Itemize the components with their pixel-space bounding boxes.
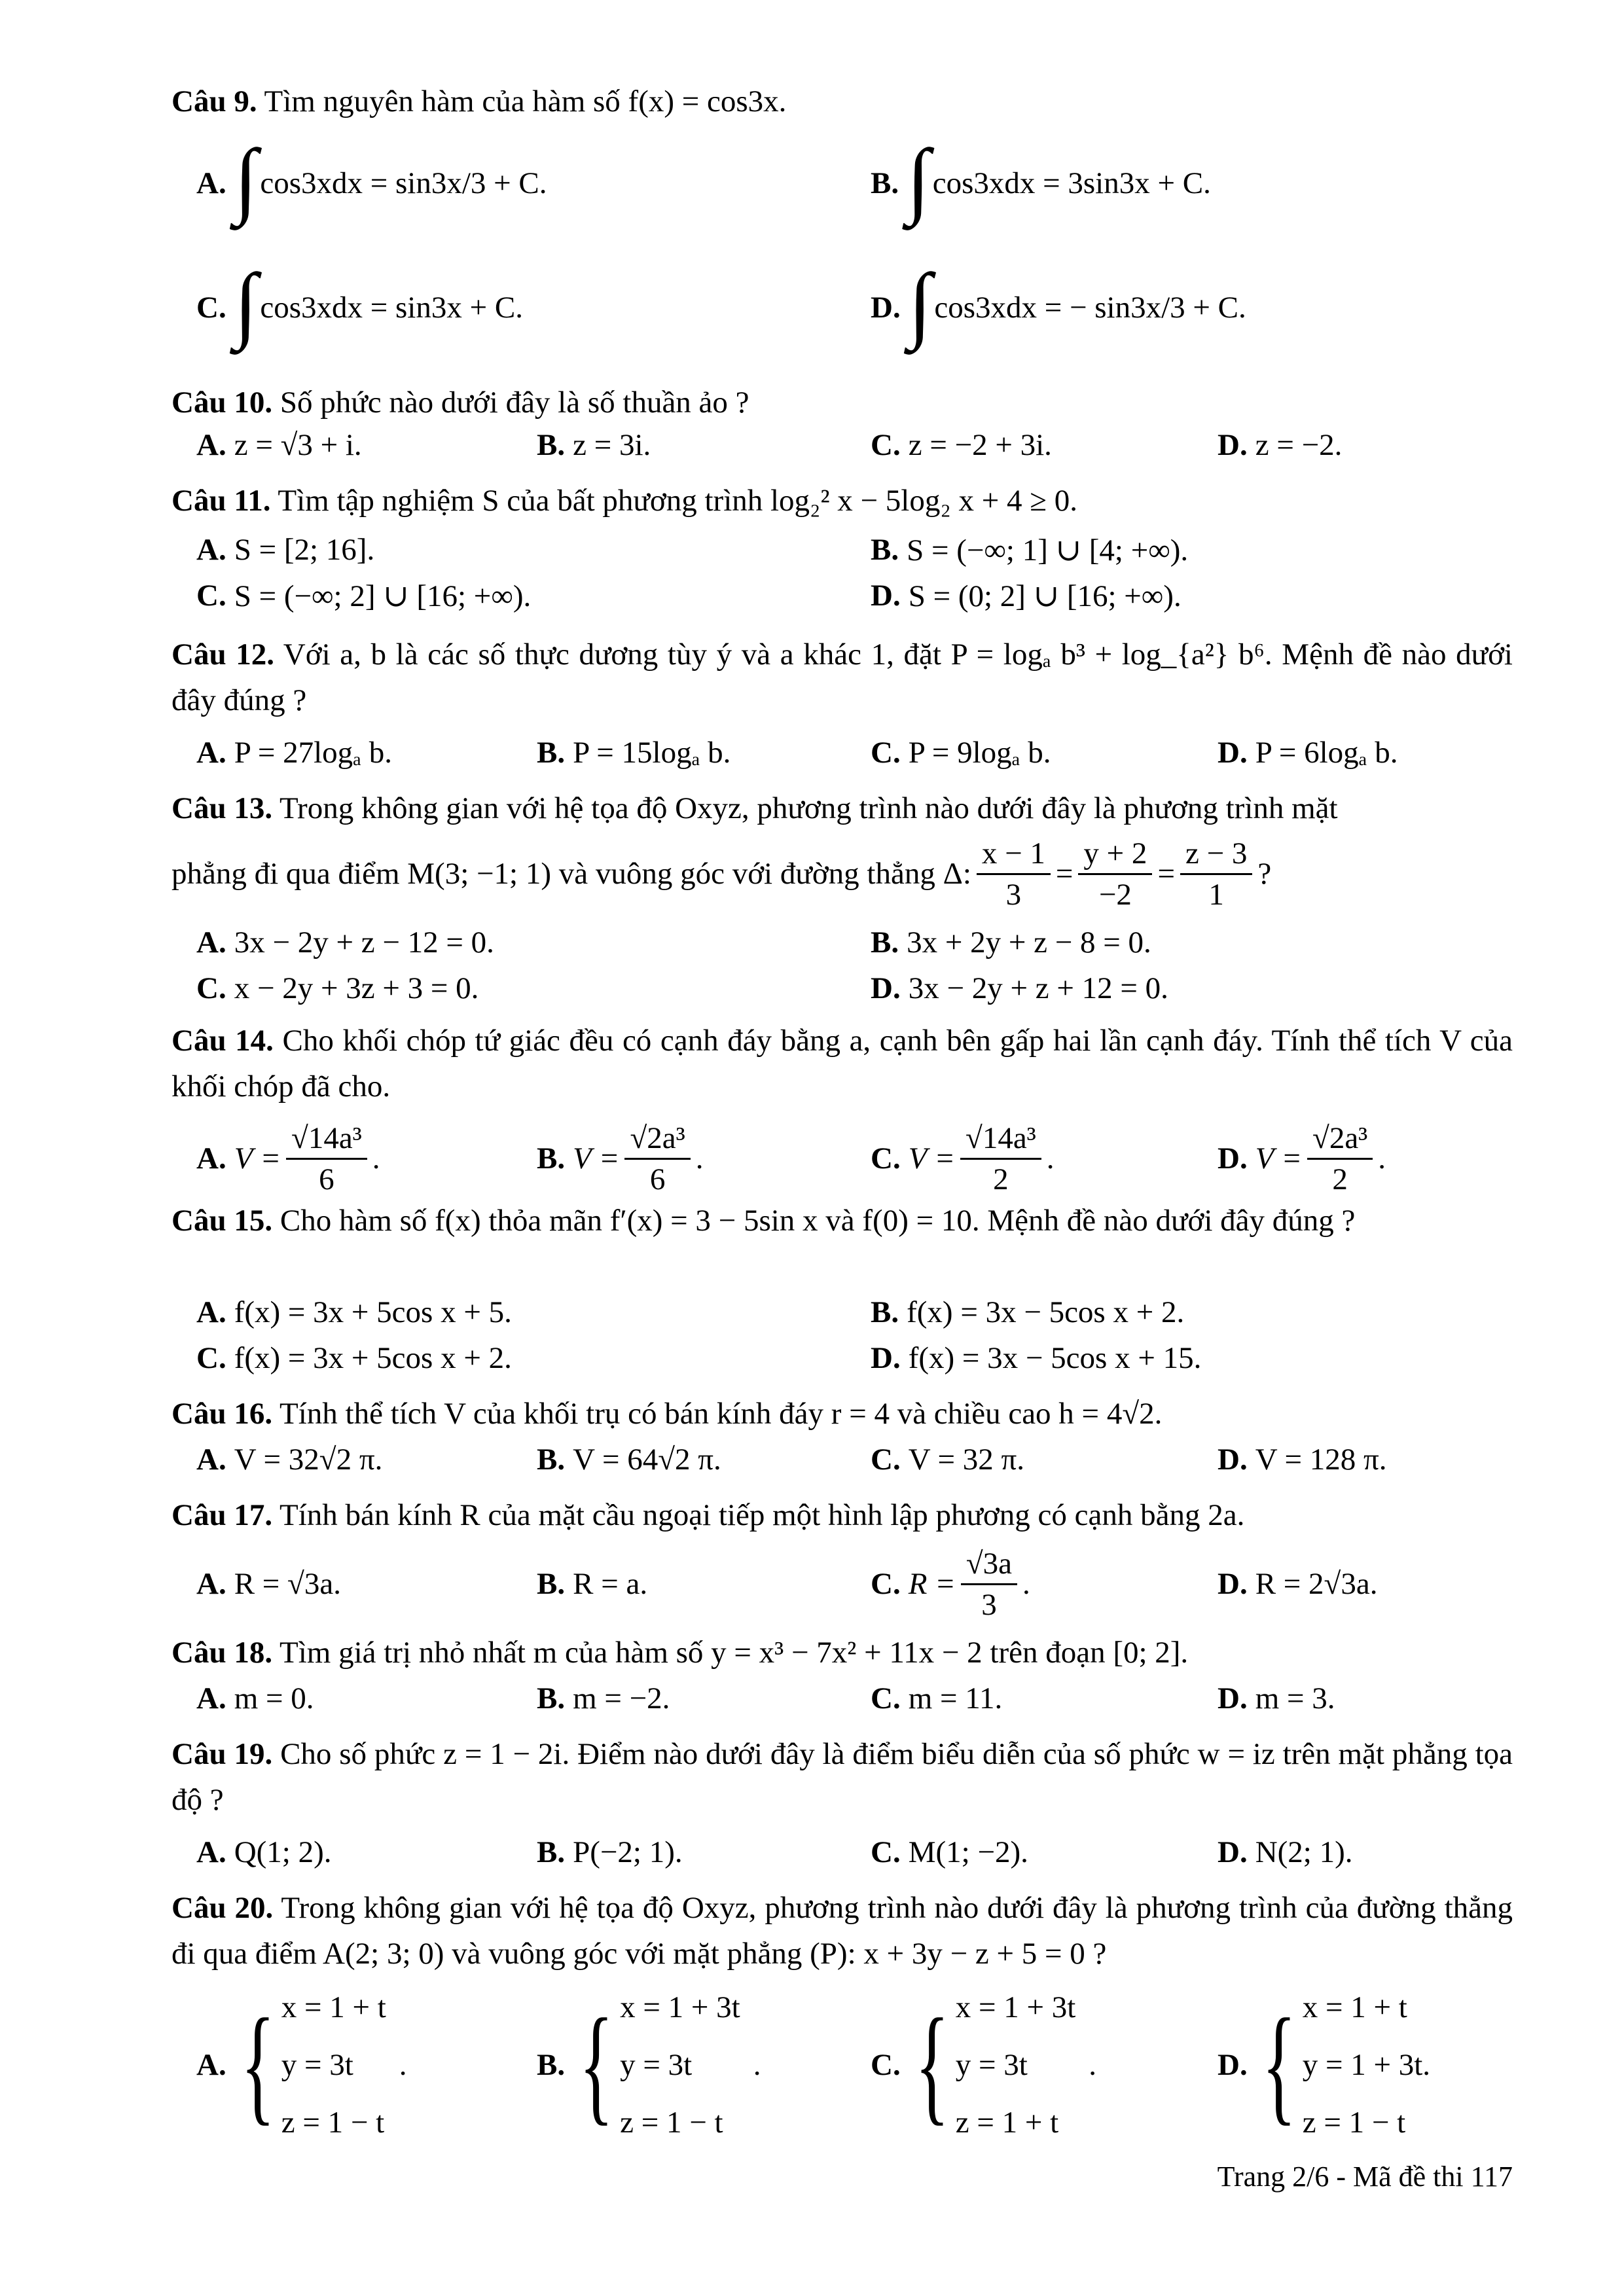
option-c: C. S = (−∞; 2] ∪ [16; +∞). bbox=[196, 579, 532, 613]
option-b: B. ∫ cos3xdx = 3sin3x + C. bbox=[871, 132, 1211, 226]
question-18: Câu 18. Tìm giá trị nhỏ nhất m của hàm số y = x³ − 7x² + 11x − 2 trên đoạn [0; 2]. bbox=[171, 1636, 1189, 1670]
option-c: C. { x = 1 + 3t y = 3t z = 1 + t . bbox=[871, 1990, 1097, 2140]
question-stem: Tìm nguyên hàm của hàm số f(x) = cos3x. bbox=[264, 84, 787, 118]
options-row bbox=[196, 962, 1513, 1014]
integral-sign: ∫ bbox=[908, 257, 932, 351]
integral-sign: ∫ bbox=[907, 132, 930, 226]
brace: { bbox=[1261, 1992, 1297, 2137]
brace: { bbox=[914, 1992, 950, 2137]
fraction: $\frac{x - 1}{3}$ bbox=[977, 835, 1051, 913]
option-c: C. ∫ cos3xdx = sin3x + C. bbox=[196, 257, 523, 351]
option-d: D. ∫ cos3xdx = − sin3x/3 + C. bbox=[871, 257, 1246, 351]
option-b: B. P = 15logₐ b. bbox=[537, 736, 731, 770]
options-row bbox=[196, 916, 1513, 969]
fraction: $\frac{z - 3}{1}$ bbox=[1180, 835, 1252, 913]
option-c: C. V = 32 π. bbox=[871, 1443, 1025, 1477]
option-b: B. { x = 1 + 3t y = 3t z = 1 − t . bbox=[537, 1990, 761, 2140]
option-d: D. V = 128 π. bbox=[1218, 1443, 1387, 1477]
options-row bbox=[196, 569, 1513, 622]
option-c: C. f(x) = 3x + 5cos x + 2. bbox=[196, 1341, 512, 1375]
question-14: Câu 14. Cho khối chóp tứ giác đều có cạnh đáy bằng a, cạnh bên gấp hai lần cạnh đáy. Tính thể tích V của khối chóp đã cho. bbox=[171, 1024, 1513, 1103]
option-a: A. 3x − 2y + z − 12 = 0. bbox=[196, 925, 494, 960]
question-15: Câu 15. Cho hàm số f(x) thỏa mãn f′(x) = 3 − 5sin x và f(0) = 10. Mệnh đề nào dưới đây đúng ? bbox=[171, 1204, 1356, 1238]
option-b: B. P(−2; 1). bbox=[537, 1835, 683, 1869]
question-20: Câu 20. Trong không gian với hệ tọa độ Oxyz, phương trình nào dưới đây là phương trình của đường thẳng đi qua điểm A(2; 3; 0) và vuông góc với mặt phẳng (P): x + 3y − z + 5 = 0 ? bbox=[171, 1891, 1513, 1971]
option-a: A. Q(1; 2). bbox=[196, 1835, 332, 1869]
question-19: Câu 19. Cho số phức z = 1 − 2i. Điểm nào dưới đây là điểm biểu diễn của số phức w = iz trên mặt phẳng tọa độ ? bbox=[171, 1737, 1513, 1817]
options-row bbox=[196, 1538, 1513, 1630]
page-footer: Trang 2/6 - Mã đề thi 117 bbox=[1217, 2161, 1513, 2193]
option-d: D. R = 2√3a. bbox=[1218, 1567, 1378, 1601]
option-b: B. z = 3i. bbox=[537, 428, 651, 462]
question-number: Câu 9. bbox=[171, 84, 257, 118]
option-c: C. R = $\frac{√3a}{3}$ . bbox=[871, 1546, 1030, 1622]
option-c: C. z = −2 + 3i. bbox=[871, 428, 1052, 462]
option-b: B. R = a. bbox=[537, 1567, 648, 1601]
option-a: A. V = 32√2 π. bbox=[196, 1443, 383, 1477]
fraction: $\frac{y + 2}{-2}$ bbox=[1078, 835, 1152, 913]
option-text: cos3xdx = − sin3x/3 + C. bbox=[934, 291, 1246, 325]
options-row bbox=[196, 1286, 1513, 1338]
options-row bbox=[196, 132, 1513, 226]
integral-sign: ∫ bbox=[234, 132, 258, 226]
option-d: D. m = 3. bbox=[1218, 1681, 1335, 1715]
option-b: B. f(x) = 3x − 5cos x + 2. bbox=[871, 1295, 1185, 1329]
option-b: B. V = 64√2 π. bbox=[537, 1443, 721, 1477]
option-d: D. P = 6logₐ b. bbox=[1218, 736, 1398, 770]
option-a: A. m = 0. bbox=[196, 1681, 314, 1715]
option-c: C. m = 11. bbox=[871, 1681, 1003, 1715]
brace: { bbox=[240, 1992, 276, 2137]
option-a: A. P = 27logₐ b. bbox=[196, 736, 393, 770]
option-a: A. R = √3a. bbox=[196, 1567, 341, 1601]
option-d: D. z = −2. bbox=[1218, 428, 1343, 462]
options-row bbox=[196, 524, 1513, 576]
option-d: D. S = (0; 2] ∪ [16; +∞). bbox=[871, 579, 1182, 613]
options-row bbox=[196, 1672, 1513, 1725]
options-row bbox=[196, 1977, 1513, 2153]
option-b: B. V = $\frac{\text{√2a³}}{6}$ . bbox=[537, 1121, 704, 1196]
option-b: B. m = −2. bbox=[537, 1681, 670, 1715]
option-d: D. V = $\frac{\text{√2a³}}{2}$ . bbox=[1218, 1121, 1386, 1196]
question-11: Câu 11. Tìm tập nghiệm S của bất phương trình log₂² x − 5log₂ x + 4 ≥ 0. bbox=[171, 484, 1078, 518]
option-c: C. M(1; −2). bbox=[871, 1835, 1028, 1869]
option-a: A. z = √3 + i. bbox=[196, 428, 362, 462]
integral-sign: ∫ bbox=[234, 257, 258, 351]
option-d: D. N(2; 1). bbox=[1218, 1835, 1353, 1869]
option-d: D. f(x) = 3x − 5cos x + 15. bbox=[871, 1341, 1202, 1375]
question-17: Câu 17. Tính bán kính R của mặt cầu ngoại tiếp một hình lập phương có cạnh bằng 2a. bbox=[171, 1498, 1245, 1532]
option-b: B. S = (−∞; 1] ∪ [4; +∞). bbox=[871, 533, 1189, 567]
question-10: Câu 10. Số phức nào dưới đây là số thuần ảo ? bbox=[171, 386, 749, 420]
option-c: C. P = 9logₐ b. bbox=[871, 736, 1051, 770]
question-9 bbox=[171, 79, 1513, 124]
options-row bbox=[196, 1433, 1513, 1486]
option-text: cos3xdx = sin3x + C. bbox=[260, 291, 523, 325]
question-12: Câu 12. Với a, b là các số thực dương tùy ý và a khác 1, đặt P = logₐ b³ + log_{a²} b⁶. Mệnh đề nào dưới đây đúng ? bbox=[171, 637, 1513, 717]
option-a: A. ∫ cos3xdx = sin3x/3 + C. bbox=[196, 132, 547, 226]
option-text: cos3xdx = sin3x/3 + C. bbox=[260, 166, 547, 200]
question-13: Câu 13. Trong không gian với hệ tọa độ Oxyz, phương trình nào dưới đây là phương trình mặt bbox=[171, 791, 1338, 825]
options-row bbox=[196, 419, 1513, 471]
options-row bbox=[196, 1113, 1513, 1204]
option-c: C. V = $\frac{\text{√14a³}}{2}$ . bbox=[871, 1121, 1055, 1196]
option-a: A. { x = 1 + t y = 3t z = 1 − t . bbox=[196, 1990, 407, 2140]
options-row bbox=[196, 257, 1513, 351]
options-row bbox=[196, 726, 1513, 779]
option-d: D. 3x − 2y + z + 12 = 0. bbox=[871, 971, 1168, 1005]
options-row bbox=[196, 1332, 1513, 1384]
option-a: A. V = $\frac{\text{√14a³}}{6}$ . bbox=[196, 1121, 380, 1196]
option-b: B. 3x + 2y + z − 8 = 0. bbox=[871, 925, 1151, 960]
brace: { bbox=[579, 1992, 614, 2137]
options-row bbox=[196, 1826, 1513, 1878]
question-13-line2: phẳng đi qua điểm M(3; −1; 1) và vuông góc với đường thẳng Δ: $\frac{x - 1}{3}$ = $\frac{y + 2}{-2}$ = $\frac{z - 3}{1}$ ? bbox=[171, 836, 1272, 912]
option-a: A. S = [2; 16]. bbox=[196, 533, 375, 567]
option-d: D. { x = 1 + t y = 1 + 3t z = 1 − t . bbox=[1218, 1990, 1431, 2140]
option-c: C. x − 2y + 3z + 3 = 0. bbox=[196, 971, 479, 1005]
question-16: Câu 16. Tính thể tích V của khối trụ có bán kính đáy r = 4 và chiều cao h = 4√2. bbox=[171, 1397, 1163, 1431]
option-text: cos3xdx = 3sin3x + C. bbox=[932, 166, 1211, 200]
option-a: A. f(x) = 3x + 5cos x + 5. bbox=[196, 1295, 512, 1329]
